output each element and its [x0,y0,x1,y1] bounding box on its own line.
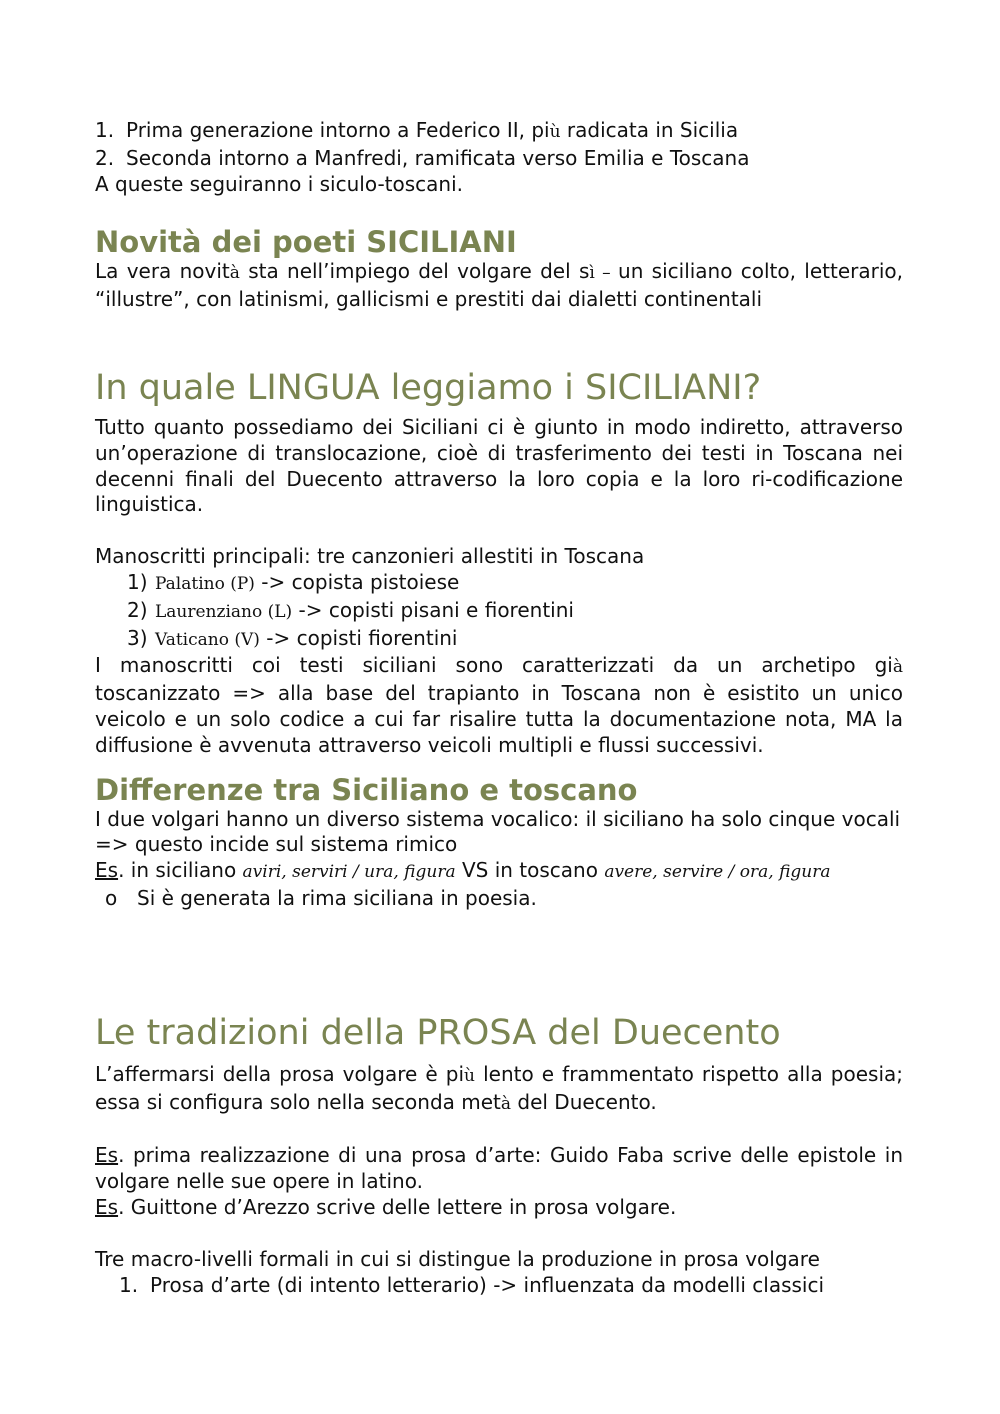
bullet-marker: o [105,885,118,910]
novita-paragraph: La vera novità sta nell’impiego del volgare del sì – un siciliano colto, letterario, “illustre”, con latinismi, gallicismi e prestiti dai dialetti continentali [95,259,903,312]
list-number: 2. [95,145,115,170]
prosa-paragraph: L’affermarsi della prosa volgare è più lento e frammentato rispetto alla poesia; essa si configura solo nella seconda metà del Duecento. [95,1061,904,1114]
prosa-example-1: Es. prima realizzazione di una prosa d’arte: Guido Faba scrive delle epistole in volgare nelle sue opere in latino. [95,1143,903,1194]
prosa-example-2: Es. Guittone d’Arezzo scrive delle lettere in prosa volgare. [95,1194,677,1219]
list-text: Prima generazione intorno a Federico II, pi [126,118,550,142]
list-text: Seconda intorno a Manfredi, ramificata verso Emilia e Toscana [126,145,750,170]
section-heading-novita: Novità dei poeti SICILIANI [95,225,517,260]
list-item: 2) Laurenziano (L) -> copisti pisani e fiorentini [127,597,574,622]
list-number: 1. [95,118,115,142]
manuscript-name: Palatino (P) [155,573,255,594]
intro-after: A queste seguiranno i siculo-toscani. [95,171,463,196]
section-heading-differenze: Differenze tra Siciliano e toscano [95,772,638,807]
differenze-paragraph: I due volgari hanno un diverso sistema vocalico: il siciliano ha solo cinque vocali => questo incide sul sistema rimico [95,806,901,857]
list-item: 1) Palatino (P) -> copista pistoiese [127,569,460,594]
archetipo-paragraph: I manoscritti coi testi siciliani sono caratterizzati da un archetipo già toscanizzato => alla base del trapianto in Toscana non è esistito un unico veicolo e un solo codice a cui far risalire tutta la documentazione nota, MA la diffusione è avvenuta attraverso veicoli multipli e flussi successivi. [95,653,903,757]
accent-char: ù [549,122,561,142]
manuscript-name: Laurenziano (L) [155,601,293,622]
section-heading-prosa: Le tradizioni della PROSA del Duecento [95,1012,781,1053]
list-text: radicata in Sicilia [560,118,739,142]
list-item: 3) Vaticano (V) -> copisti fiorentini [127,625,458,650]
livelli-intro: Tre macro-livelli formali in cui si distingue la produzione in prosa volgare [95,1246,820,1271]
manuscript-name: Vaticano (V) [155,629,260,650]
section-heading-lingua: In quale LINGUA leggiamo i SICILIANI? [95,367,762,408]
manoscritti-intro: Manoscritti principali: tre canzonieri allestiti in Toscana [95,544,645,569]
document-page [95,118,903,1298]
list-item [95,146,903,172]
differenze-example: Es. in siciliano aviri, serviri / ura, figura VS in toscano avere, servire / ora, figura [95,858,831,883]
list-item [95,118,903,146]
bullet-item: o Si è generata la rima siciliana in poesia. [105,885,537,910]
lingua-paragraph: Tutto quanto possediamo dei Siciliani ci è giunto in modo indiretto, attraverso un’operazione di translocazione, cioè di trasferimento dei testi in Toscana nei decenni finali del Duecento attraverso la loro copia e la loro ri-codificazione linguistica. [95,414,903,517]
list-item: 1. Prosa d’arte (di intento letterario) -> influenzata da modelli classici [119,1272,825,1297]
